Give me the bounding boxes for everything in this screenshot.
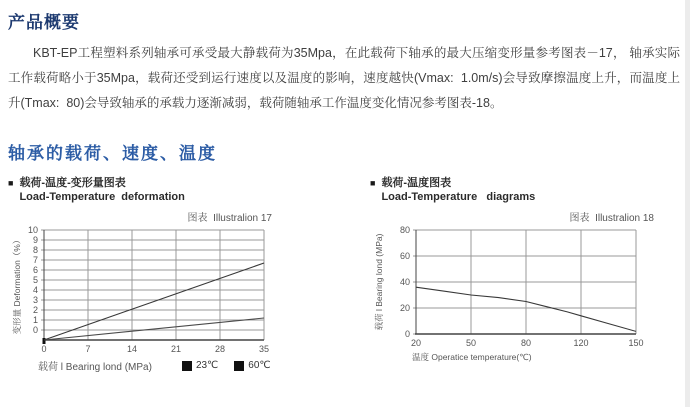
section-title-overview: 产品概要 [8, 13, 80, 32]
chart17-title-en: Load-Temperature deformation [19, 191, 185, 203]
x-tick-label: 80 [520, 338, 532, 348]
square-bullet-icon: ■ [370, 178, 376, 188]
x-tick-label: 150 [628, 338, 644, 348]
chart18-block [370, 176, 690, 373]
chart17-legend [182, 360, 271, 371]
y-tick-label: 0 [32, 325, 38, 335]
chart18-title-zh: 载荷-温度图表 [381, 177, 452, 189]
x-tick-label: 120 [573, 338, 589, 348]
x-tick-label: 35 [258, 344, 270, 354]
y-tick-label: 3 [32, 295, 38, 305]
y-tick-label: 60 [399, 251, 410, 261]
charts-row [0, 176, 690, 373]
chart18-title-en: Load-Temperature diagrams [381, 191, 536, 203]
chart17-block [8, 176, 360, 373]
y-tick-label: 80 [399, 225, 410, 235]
y-tick-label: 7 [32, 255, 38, 265]
legend-swatch-icon [182, 361, 192, 371]
y-tick-label: 2 [32, 305, 38, 315]
square-bullet-icon: ■ [8, 178, 14, 188]
y-tick-label: 20 [399, 303, 410, 313]
y-tick-label: 8 [32, 245, 38, 255]
y-tick-label: 4 [32, 285, 38, 295]
x-tick-label: 0 [41, 344, 47, 354]
chart17-xaxis-label: 载荷 l Bearing lond (MPa) [38, 362, 152, 373]
legend-swatch-icon [234, 361, 244, 371]
chart18-canvas-svg [370, 224, 680, 366]
chart17-xaxis-row [8, 358, 360, 373]
y-axis-label: 载荷 l Bearing lond (MPa) [374, 233, 384, 331]
y-tick-label: 1 [32, 315, 38, 325]
x-tick-label: 14 [126, 344, 138, 354]
section-title-load-speed-temp: 轴承的载荷、速度、温度 [8, 144, 217, 163]
chart17-canvas-svg [8, 224, 338, 356]
legend-item-23℃: 23℃ [182, 360, 218, 371]
x-tick-label: 50 [465, 338, 477, 348]
x-tick-label: 21 [170, 344, 182, 354]
chart18-caption: 图表 Illustralion 18 [569, 213, 654, 224]
chart18-canvas [370, 224, 690, 366]
chart17-canvas [8, 224, 360, 356]
x-axis-label: 温度 Operatice temperature(℃) [412, 352, 532, 362]
y-tick-label: 10 [27, 225, 38, 235]
y-axis-label: 变形量 Deformation（%） [12, 235, 22, 335]
y-tick-label: 40 [399, 277, 410, 287]
y-tick-label: 0 [404, 329, 410, 339]
page-edge-strip [685, 0, 690, 407]
overview-paragraph: KBT-EP工程塑料系列轴承可承受最大静载荷为35Mpa，在此载荷下轴承的最大压缩变形量参考图表－17， 轴承实际工作载荷略小于35Mpa，载荷还受到运行速度以及温度的影响，速度越快(Vmax: 1.0m/s)会导致摩擦温度上升，而温度上升(Tmax: 80)会导致轴承的承载力逐渐减弱，载荷随轴承工作温度变化情况参考图表-18。 [8, 46, 680, 110]
x-tick-label: 20 [410, 338, 422, 348]
chart17-caption: 图表 Illustralion 17 [187, 213, 272, 224]
x-tick-label: 7 [85, 344, 91, 354]
chart17-title-zh: 载荷-温度-变形量图表 [19, 177, 126, 189]
y-tick-label: 6 [32, 265, 38, 275]
y-tick-label: 5 [32, 275, 38, 285]
chart18-header [370, 176, 690, 204]
x-tick-label: 28 [214, 344, 226, 354]
y-tick-label: 9 [32, 235, 38, 245]
legend-item-60℃: 60℃ [234, 360, 270, 371]
chart17-header [8, 176, 360, 204]
